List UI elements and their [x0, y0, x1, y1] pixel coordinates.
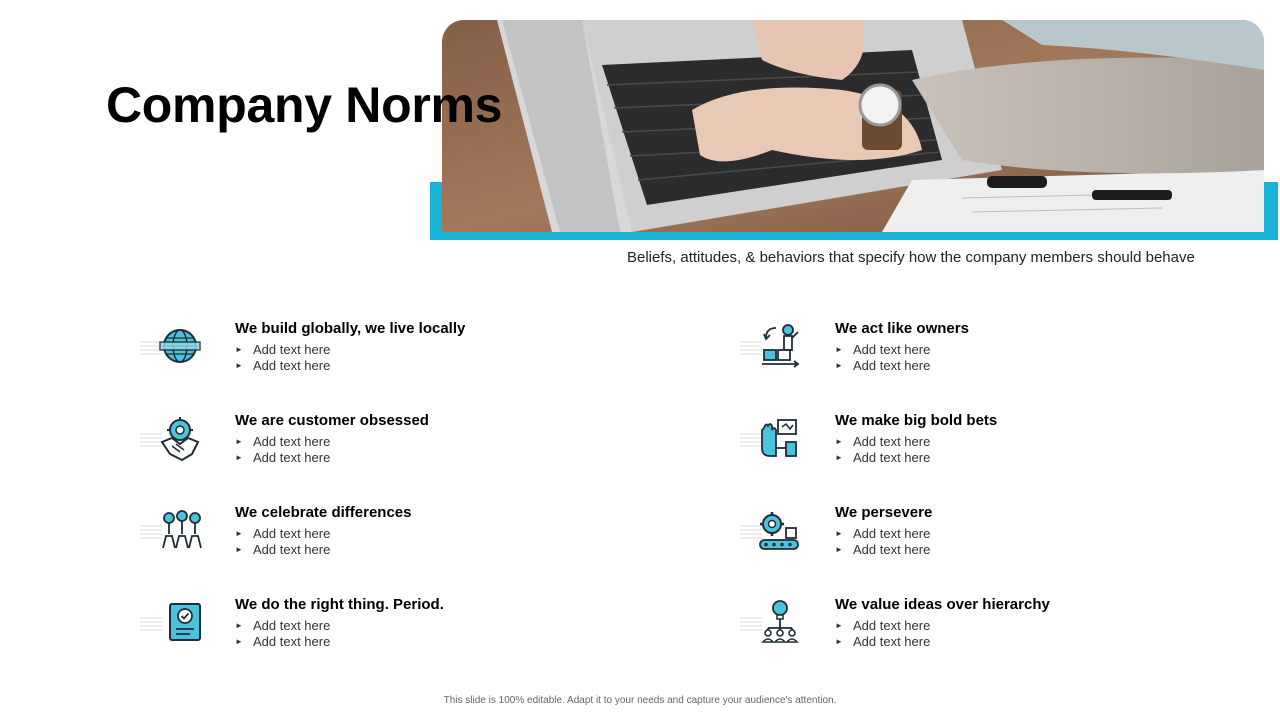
- norm-bullet: ► Add text here: [235, 434, 331, 449]
- norm-bullet: ► Add text here: [235, 526, 331, 541]
- norm-bullets: [835, 342, 930, 374]
- norm-item: [740, 412, 1260, 482]
- norm-bullet: ► Add text here: [235, 358, 331, 373]
- bullet-arrow-icon: ►: [235, 545, 243, 554]
- slide-title: Company Norms: [106, 77, 503, 133]
- norm-bullet: ► Add text here: [235, 542, 331, 557]
- slide-footer: This slide is 100% editable. Adapt it to your needs and capture your audience's attention.: [443, 695, 837, 706]
- bullet-arrow-icon: ►: [235, 637, 243, 646]
- slide-subtitle: Beliefs, attitudes, & behaviors that specify how the company members should behave: [627, 249, 1195, 266]
- norm-heading: We do the right thing. Period.: [235, 596, 444, 613]
- bullet-arrow-icon: ►: [835, 545, 843, 554]
- norm-bullet: ► Add text here: [835, 450, 931, 465]
- norm-heading: We value ideas over hierarchy: [835, 596, 1050, 613]
- norm-bullets: [235, 526, 330, 558]
- norm-bullet: ► Add text here: [235, 342, 331, 357]
- handshake-gear-icon: [140, 412, 212, 472]
- norm-bullet: ► Add text here: [835, 618, 931, 633]
- norm-heading: We are customer obsessed: [235, 412, 429, 429]
- norm-item: [740, 504, 1260, 574]
- bullet-arrow-icon: ►: [835, 621, 843, 630]
- norm-bullets: [235, 434, 330, 466]
- bullet-arrow-icon: ►: [235, 437, 243, 446]
- bullet-arrow-icon: ►: [235, 621, 243, 630]
- norm-item: [140, 412, 660, 482]
- norm-heading: We make big bold bets: [835, 412, 998, 429]
- idea-team-icon: [740, 596, 812, 656]
- norm-item: [140, 596, 660, 666]
- hero-photo: [442, 20, 1264, 232]
- bullet-arrow-icon: ►: [235, 453, 243, 462]
- diverse-people-icon: [140, 504, 212, 564]
- norm-item: [140, 320, 660, 390]
- norm-item: [740, 596, 1260, 666]
- norm-bullet: ► Add text here: [835, 358, 931, 373]
- norm-bullet: ► Add text here: [835, 526, 931, 541]
- norm-heading: We act like owners: [835, 320, 969, 337]
- norm-bullets: [835, 618, 930, 650]
- norm-heading: We build globally, we live locally: [235, 320, 466, 337]
- norm-bullets: [835, 526, 930, 558]
- owner-boxes-icon: [740, 320, 812, 380]
- norm-bullets: [835, 434, 930, 466]
- norm-bullet: ► Add text here: [835, 542, 931, 557]
- bullet-arrow-icon: ►: [235, 345, 243, 354]
- norm-heading: We celebrate differences: [235, 504, 412, 521]
- hand-bet-icon: [740, 412, 812, 472]
- norm-bullet: ► Add text here: [235, 618, 331, 633]
- bullet-arrow-icon: ►: [235, 361, 243, 370]
- norm-bullet: ► Add text here: [835, 634, 931, 649]
- norm-bullet: ► Add text here: [835, 434, 931, 449]
- bullet-arrow-icon: ►: [835, 453, 843, 462]
- bullet-arrow-icon: ►: [835, 529, 843, 538]
- checklist-document-icon: [140, 596, 212, 656]
- norm-bullets: [235, 342, 330, 374]
- norm-bullet: ► Add text here: [235, 450, 331, 465]
- bullet-arrow-icon: ►: [835, 345, 843, 354]
- norm-item: [140, 504, 660, 574]
- norm-bullet: ► Add text here: [835, 342, 931, 357]
- norm-bullet: ► Add text here: [235, 634, 331, 649]
- bullet-arrow-icon: ►: [235, 529, 243, 538]
- norm-heading: We persevere: [835, 504, 933, 521]
- bullet-arrow-icon: ►: [835, 437, 843, 446]
- gear-conveyor-icon: [740, 504, 812, 564]
- norm-bullets: [235, 618, 330, 650]
- bullet-arrow-icon: ►: [835, 361, 843, 370]
- norm-item: [740, 320, 1260, 390]
- bullet-arrow-icon: ►: [835, 637, 843, 646]
- globe-icon: [140, 320, 212, 380]
